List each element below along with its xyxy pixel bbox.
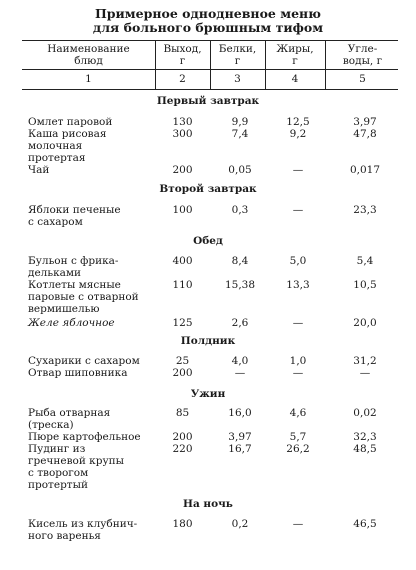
col-number-4: 4 [291,73,299,85]
dish-yield: 300 [172,128,193,140]
dish-fat: 5,0 [289,255,307,267]
col-number-1: 1 [85,73,92,85]
dish-name: Яблоки печеные с сахаром [28,204,121,228]
dish-name: Котлеты мясные паровые с отварной вермишелью [28,279,139,315]
dish-protein: — [234,367,246,379]
header-protein: Белки, г [218,43,257,67]
title-line-2: для больного брюшным тифом [92,20,324,35]
dish-carbs: — [359,367,371,379]
dish-protein: 2,6 [231,317,249,329]
dish-carbs: 0,02 [353,407,377,419]
dish-fat: — [292,518,304,530]
col-number-2: 2 [179,73,186,85]
dish-protein: 16,0 [228,407,252,419]
dish-protein: 3,97 [228,431,252,443]
dish-name: Кисель из клубнич- ного варенья [28,518,138,542]
dish-protein: 0,3 [231,204,249,216]
section-title: Ужин [190,388,226,400]
dish-carbs: 31,2 [353,355,377,367]
dish-protein: 9,9 [231,116,249,128]
dish-name: Пюре картофельное [28,431,141,443]
col-number-3: 3 [234,73,241,85]
dish-fat: 5,7 [289,431,307,443]
dish-carbs: 10,5 [353,279,377,291]
dish-yield: 85 [175,407,190,419]
dish-fat: 13,3 [286,279,310,291]
col-number-5: 5 [359,73,366,85]
header-name: Наименование блюд [47,43,130,67]
dish-carbs: 20,0 [353,317,377,329]
header-carbs: Угле- воды, г [342,43,383,67]
dish-yield: 25 [175,355,190,367]
dish-protein: 7,4 [231,128,249,140]
dish-protein: 0,05 [228,164,252,176]
dish-yield: 180 [172,518,193,530]
dish-name: Отвар шиповника [28,367,128,379]
dish-carbs: 48,5 [353,443,377,455]
dish-protein: 4,0 [231,355,249,367]
dish-yield: 110 [172,279,193,291]
section-title: Второй завтрак [159,183,257,195]
section-title: Обед [193,235,223,247]
dish-fat: 9,2 [289,128,307,140]
section-title: Первый завтрак [156,95,260,107]
number-row-rule [22,89,398,90]
header-fat: Жиры, г [276,43,314,67]
dish-yield: 220 [172,443,193,455]
dish-fat: — [292,164,304,176]
section-title: На ночь [183,498,233,510]
dish-name: Пудинг из гречневой крупы с творогом протертый [28,443,124,491]
dish-yield: 200 [172,431,193,443]
dish-fat: — [292,367,304,379]
dish-protein: 15,38 [224,279,256,291]
dish-carbs: 47,8 [353,128,377,140]
dish-carbs: 23,3 [353,204,377,216]
dish-yield: 400 [172,255,193,267]
dish-name: Бульон с фрика- дельками [28,255,119,279]
dish-name: Каша рисовая молочная протертая [28,128,107,164]
dish-protein: 16,7 [228,443,252,455]
dish-carbs: 3,97 [353,116,377,128]
dish-yield: 125 [172,317,193,329]
dish-fat: 4,6 [289,407,307,419]
dish-yield: 200 [172,367,193,379]
dish-fat: 26,2 [286,443,310,455]
dish-yield: 130 [172,116,193,128]
section-title: Полдник [180,335,236,347]
header-yield: Выход, г [163,43,202,67]
dish-fat: 12,5 [286,116,310,128]
dish-yield: 200 [172,164,193,176]
dish-fat: 1,0 [289,355,307,367]
dish-fat: — [292,204,304,216]
dish-carbs: 32,3 [353,431,377,443]
dish-name: Желе яблочное [28,317,115,329]
dish-name: Рыба отварная (треска) [28,407,111,431]
dish-fat: — [292,317,304,329]
dish-protein: 0,2 [231,518,249,530]
dish-yield: 100 [172,204,193,216]
dish-carbs: 46,5 [353,518,377,530]
dish-carbs: 5,4 [356,255,374,267]
dish-carbs: 0,017 [349,164,381,176]
dish-protein: 8,4 [231,255,249,267]
title-line-1: Примерное однодневное меню [94,6,321,21]
dish-name: Чай [28,164,50,176]
dish-name: Омлет паровой [28,116,113,128]
dish-name: Сухарики с сахаром [28,355,140,367]
